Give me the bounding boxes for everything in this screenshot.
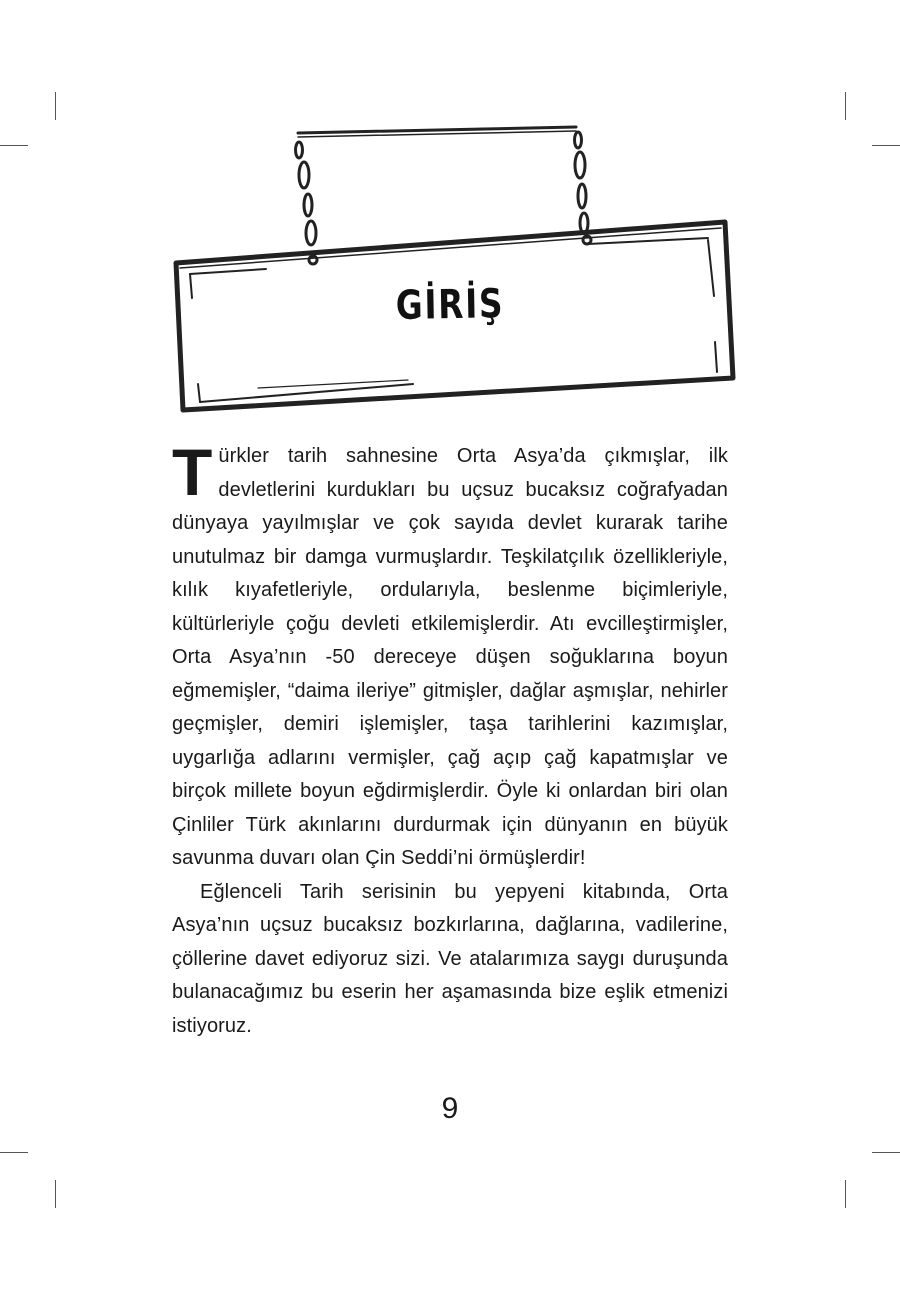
crop-mark	[55, 1180, 56, 1208]
crop-mark	[845, 92, 846, 120]
crop-mark	[0, 145, 28, 146]
left-chain	[296, 142, 318, 264]
paragraph	[172, 435, 728, 876]
right-chain	[575, 132, 592, 244]
hanging-sign-illustration	[168, 120, 743, 420]
drop-cap: T	[172, 435, 213, 509]
chapter-title: GİRİŞ	[395, 281, 505, 329]
page-number: 9	[441, 1092, 459, 1125]
paragraph: Eğlenceli Tarih serisinin bu yepyeni kitabında, Orta Asya’nın uçsuz bucaksız bozkırlarına, dağlarına, vadilerine, çöllerine davet ediyoruz sizi. Ve atalarımıza saygı duruşunda bulanacağımız bu eserin her aşamasında bize eşlik etmenizi istiyoruz.	[172, 880, 728, 1037]
crop-mark	[872, 1152, 900, 1153]
crop-mark	[872, 145, 900, 146]
paragraph-text: ürkler tarih sahnesine Orta Asya’da çıkmışlar, ilk devletlerini kurdukları bu uçsuz bucaksız coğrafyadan dünyaya yayılmışlar ve çok sayıda devlet kurarak tarihe unutulmaz bir damga vurmuşlardır. Teşkilatçılık özellikleriyle, kılık kıyafetleriyle, ordularıyla, beslenme biçimleriyle, kültürleriyle çoğu devleti etkilemişlerdir. Atı evcilleştirmişler, Orta Asya’nın -50 dereceye düşen soğuklarına boyun eğmemişler, “daima ileriye” gitmişler, dağlar aşmışlar, nehirler geçmişler, demiri işlemişler, taşa tarihlerini kazımışlar, uygarlığa adlarını vermişler, çağ açıp çağ kapatmışlar ve birçok millete boyun eğdirmişlerdir. Öyle ki onlardan biri olan Çinliler Türk akınlarını durdurmak için dünyanın en büyük savunma duvarı olan Çin Seddi’ni örmüşlerdir!	[172, 445, 728, 869]
crop-mark	[0, 1152, 28, 1153]
body-text	[172, 435, 728, 1043]
crop-mark	[55, 92, 56, 120]
crop-mark	[845, 1180, 846, 1208]
